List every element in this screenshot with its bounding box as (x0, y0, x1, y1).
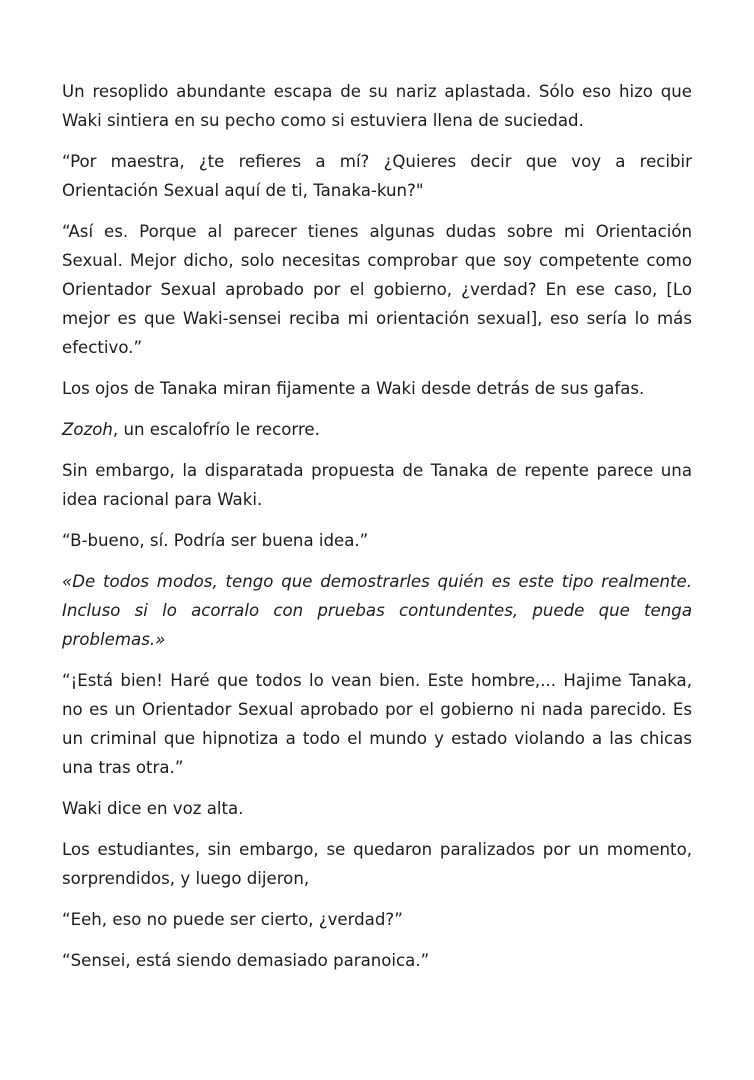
paragraph-5-rest: , un escalofrío le recorre. (112, 420, 320, 439)
paragraph-3: “Así es. Porque al parecer tienes algunas dudas sobre mi Orientación Sexual. Mejor dicho, solo necesitas comprobar que soy competente como Orientador Sexual aprobado por el gobierno, ¿verdad? En ese caso, [Lo mejor es que Waki-sensei reciba mi orientación sexual], eso sería lo más efectivo.” (62, 222, 692, 357)
onomatopoeia-text: Zozoh (62, 420, 113, 439)
paragraph-13: “Sensei, está siendo demasiado paranoica.” (62, 951, 430, 970)
paragraph-12: “Eeh, eso no puede ser cierto, ¿verdad?” (62, 910, 403, 929)
paragraph-5 (62, 415, 692, 444)
paragraph-11: Los estudiantes, sin embargo, se quedaron paralizados por un momento, sorprendidos, y luego dijeron, (62, 840, 692, 888)
paragraph-2: “Por maestra, ¿te refieres a mí? ¿Quieres decir que voy a recibir Orientación Sexual aquí de ti, Tanaka-kun?" (62, 152, 692, 200)
paragraph-6: Sin embargo, la disparatada propuesta de Tanaka de repente parece una idea racional para Waki. (62, 461, 692, 509)
paragraph-7: “B-bueno, sí. Podría ser buena idea.” (62, 531, 369, 550)
paragraph-4: Los ojos de Tanaka miran fijamente a Waki desde detrás de sus gafas. (62, 379, 645, 398)
paragraph-8-thought: «De todos modos, tengo que demostrarles quién es este tipo realmente. Incluso si lo acorralo con pruebas contundentes, puede que tenga problemas.» (62, 572, 692, 649)
paragraph-9: “¡Está bien! Haré que todos lo vean bien. Este hombre,... Hajime Tanaka, no es un Orientador Sexual aprobado por el gobierno ni nada parecido. Es un criminal que hipnotiza a todo el mundo y estado violando a las chicas una tras otra.” (62, 671, 692, 777)
document-page (62, 77, 692, 987)
paragraph-10: Waki dice en voz alta. (62, 799, 244, 818)
paragraph-1: Un resoplido abundante escapa de su nariz aplastada. Sólo eso hizo que Waki sintiera en su pecho como si estuviera llena de suciedad. (62, 82, 692, 130)
